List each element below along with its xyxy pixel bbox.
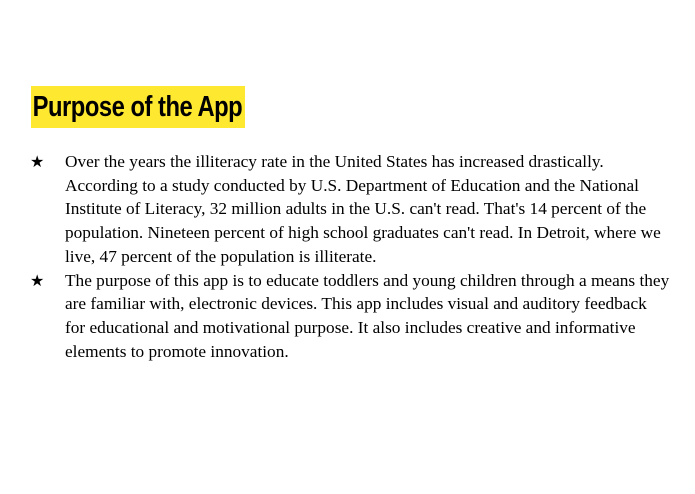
star-icon: ★ — [30, 270, 45, 290]
bullet-text: Over the years the illiteracy rate in the United States has increased drastically. According to a study conducted by U.S. Department of Education and the National Institute of Literacy, 32 million adults in the U.S. can't read. That's 14 percent of the population. Nineteen percent of high school graduates can't read. In Detroit, where we live, 47 percent of the population is illiterate. — [65, 152, 661, 266]
list-item — [30, 150, 670, 269]
bullet-list — [30, 150, 670, 363]
star-icon: ★ — [30, 152, 45, 171]
page-title: Purpose of the App — [31, 86, 245, 128]
bullet-text: The purpose of this app is to educate toddlers and young children through a means they are familiar with, electronic devices. This app includes visual and auditory feedback for educational and motivational purpose. It also includes creative and informative elements to promote innovation. — [65, 270, 670, 361]
list-item — [30, 269, 670, 364]
